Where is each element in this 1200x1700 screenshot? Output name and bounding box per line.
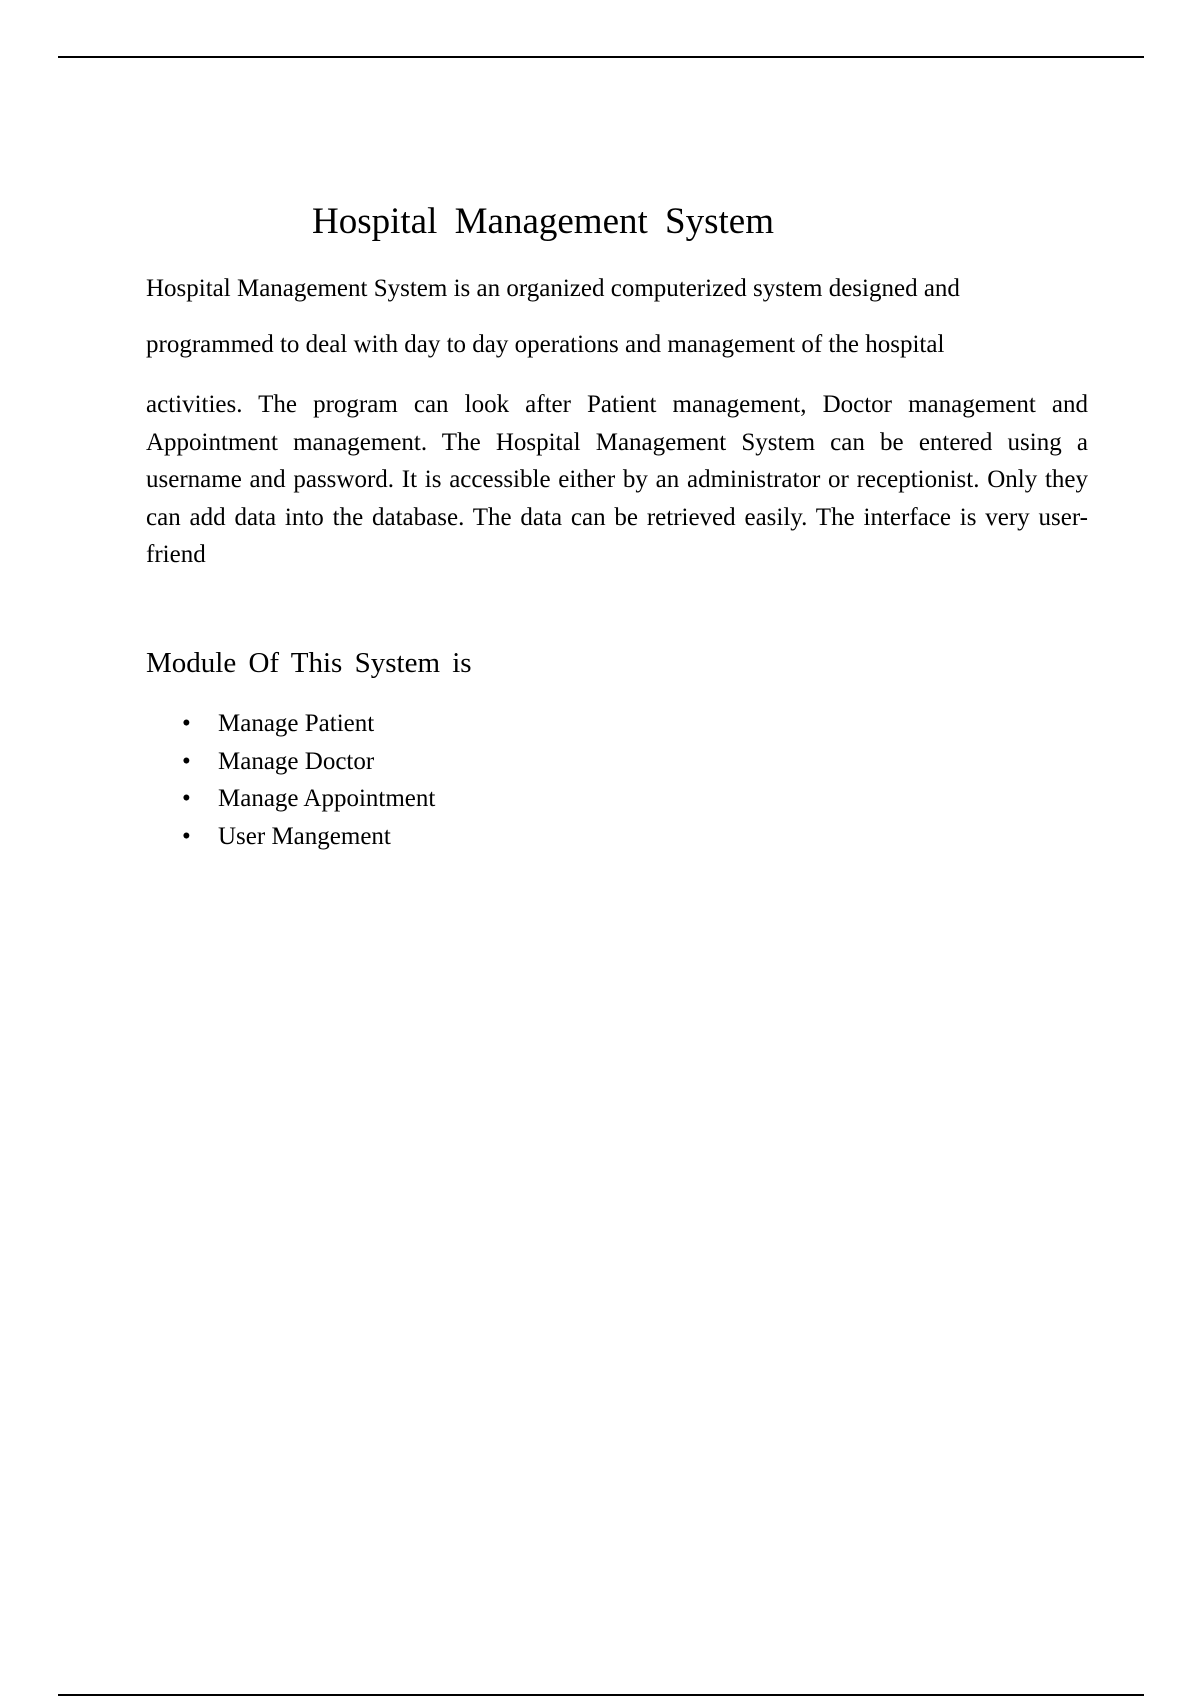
bullet-icon: • [182, 710, 191, 737]
module-label: Manage Appointment [218, 785, 436, 812]
intro-paragraph: activities. The program can look after Patient management, Doctor management and Appointment management. The Hospital Management System can be entered using a username and password. It is accessible either by an administrator or receptionist. Only they can add data into the database. The data can be retrieved easily. The interface is very user-friend [146, 391, 1088, 568]
module-label: User Mangement [218, 822, 391, 850]
bullet-icon: • [182, 747, 191, 775]
list-item [146, 705, 435, 743]
footer-rule [58, 1694, 1144, 1696]
header-rule [58, 56, 1144, 58]
bullet-icon: • [182, 822, 191, 850]
module-list [146, 705, 435, 855]
intro-line-2: programmed to deal with day to day operations and management of the hospital [146, 331, 945, 358]
list-item [146, 780, 435, 818]
module-label: Manage Doctor [218, 747, 375, 775]
page-title: Hospital Management System [312, 201, 774, 242]
modules-heading: Module Of This System is [146, 647, 472, 679]
bullet-icon: • [182, 785, 191, 812]
list-item [146, 743, 435, 781]
module-label: Manage Patient [218, 710, 375, 737]
intro-line-1: Hospital Management System is an organized computerized system designed and [146, 275, 960, 302]
list-item [146, 818, 435, 856]
